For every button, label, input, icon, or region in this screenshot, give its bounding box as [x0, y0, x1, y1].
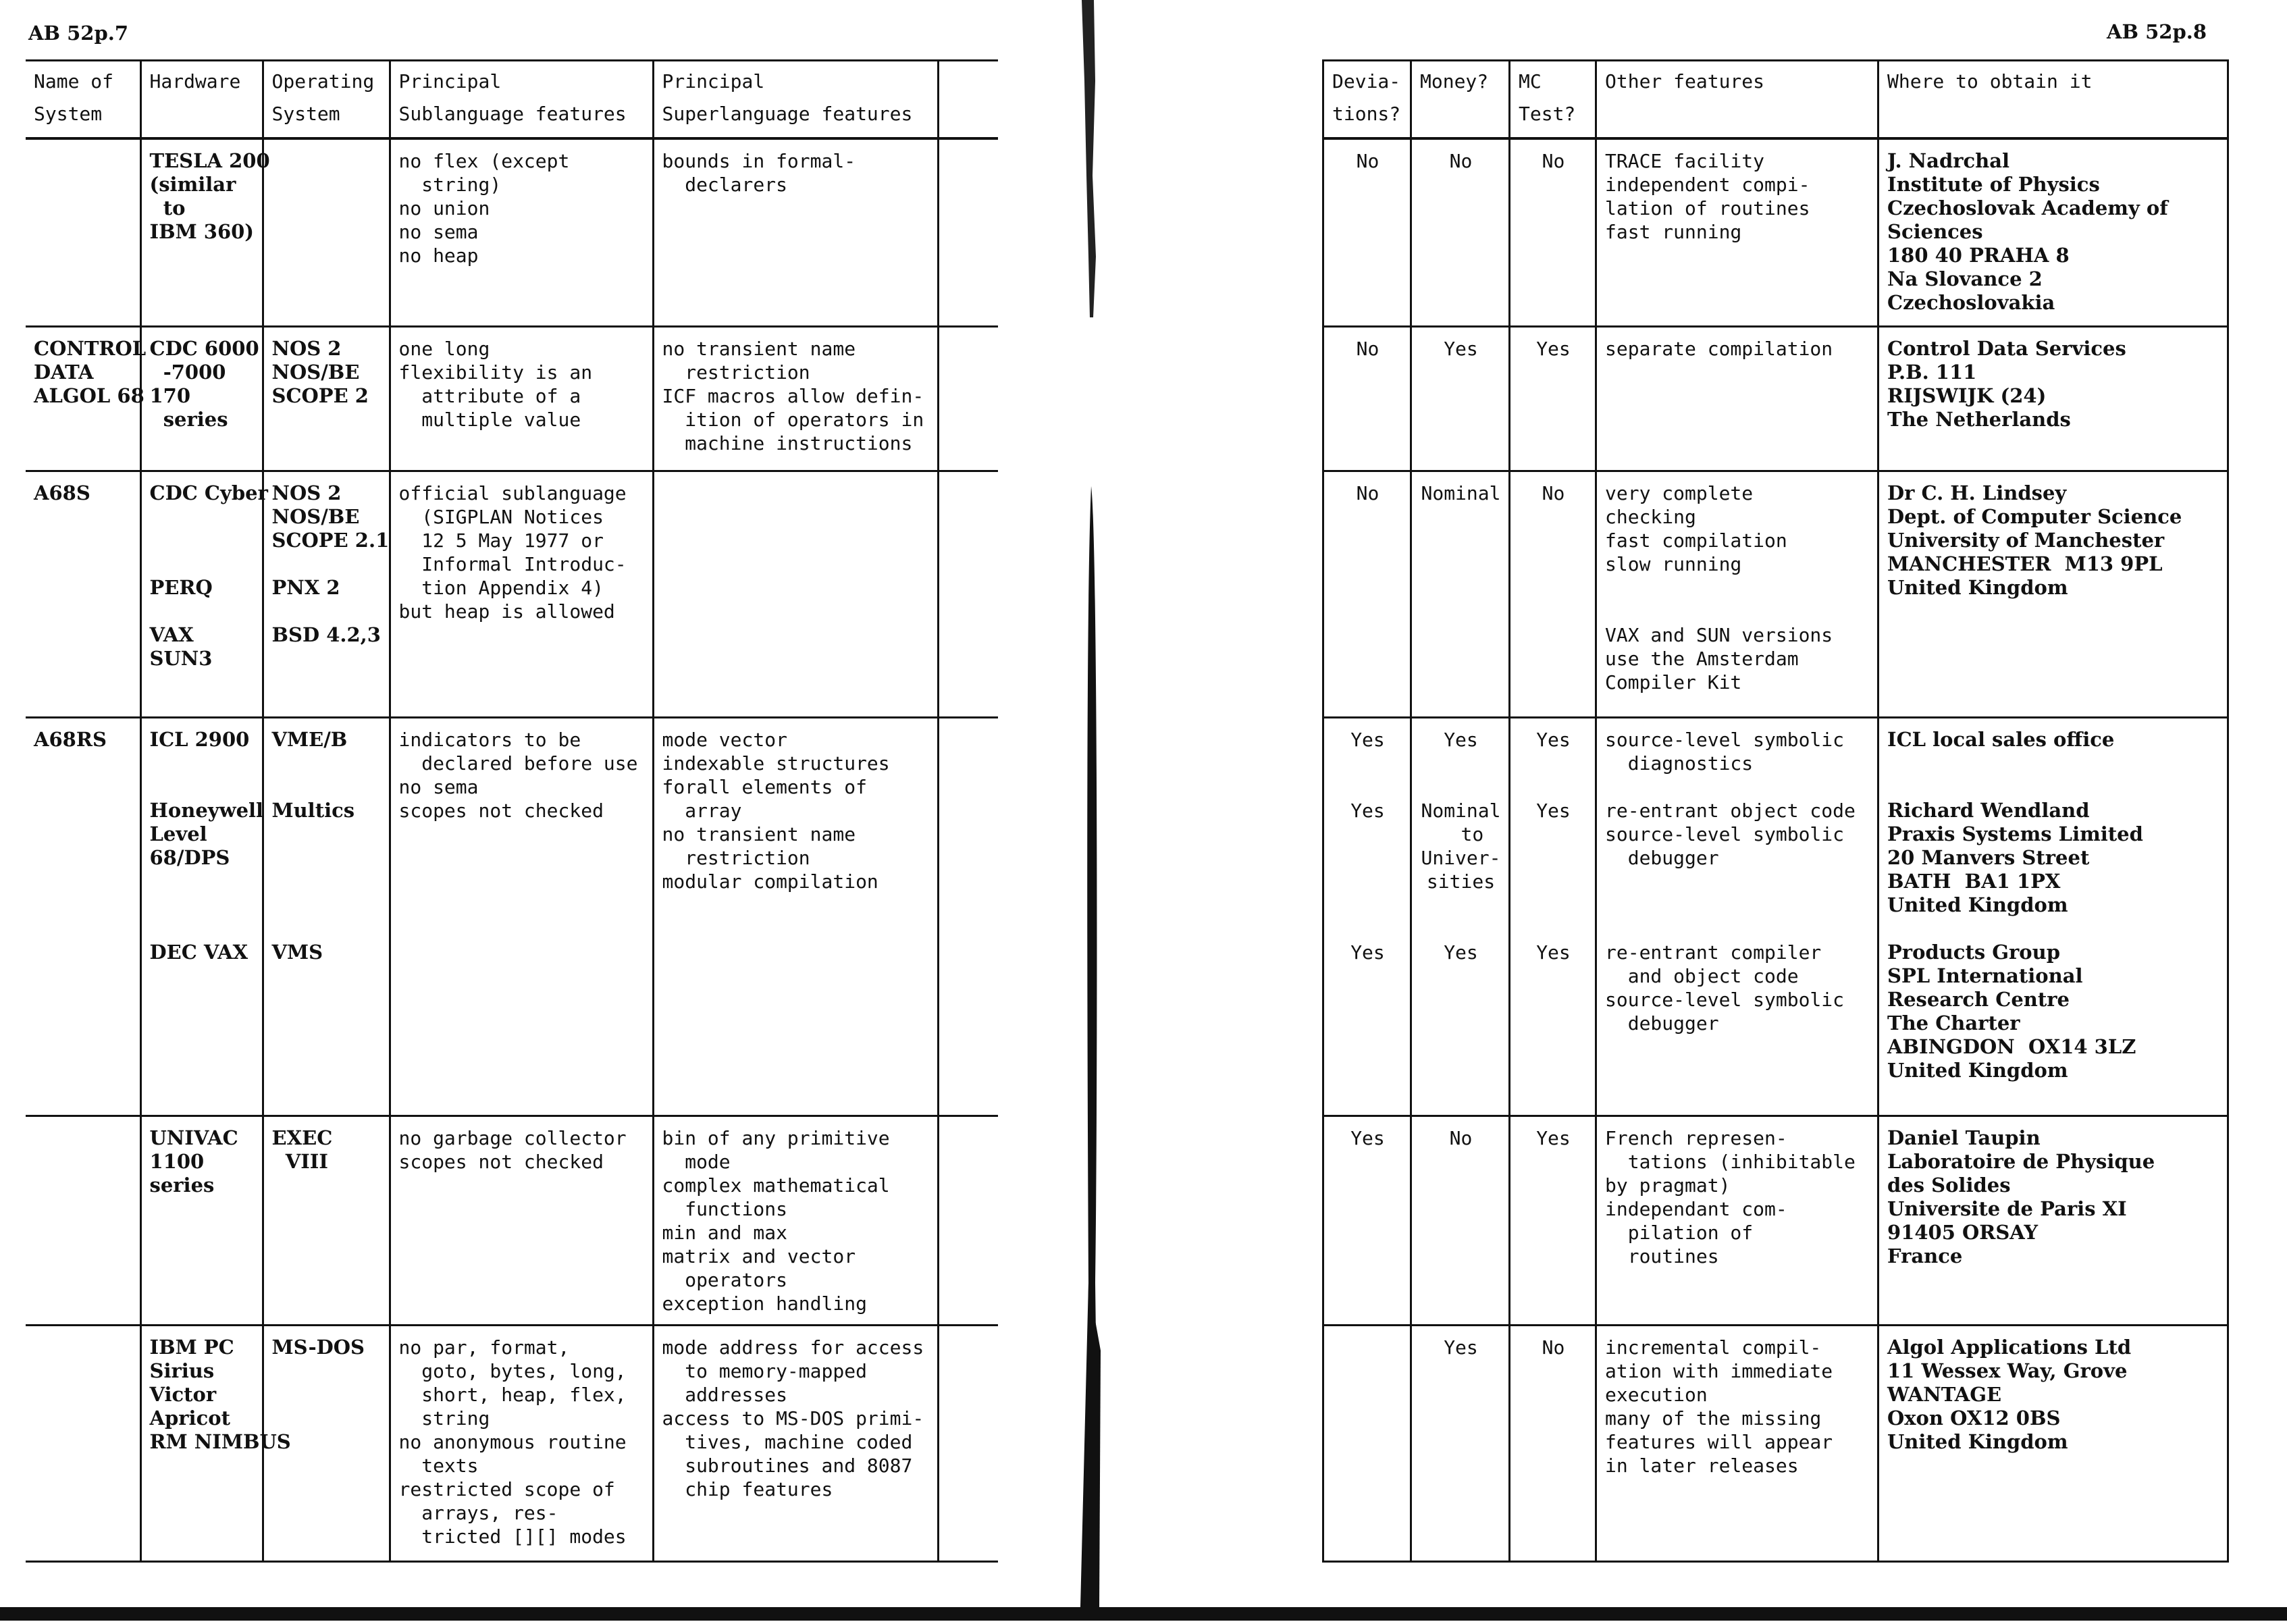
operating-system-cell: NOS 2 NOS/BE SCOPE 2 — [263, 326, 390, 471]
header-mc-test: MC Test? — [1510, 61, 1596, 139]
other-features-cell: French represen- tations (inhibitable by pragmat) independant com- pilation of routines — [1596, 1116, 1878, 1325]
spare-cell — [938, 326, 998, 471]
header-money: Money? — [1411, 61, 1510, 139]
left-systems-table — [26, 59, 998, 1563]
money-cell: No — [1411, 138, 1510, 326]
superlanguage-cell: bin of any primitive mode complex mathematical functions min and max matrix and vector operators exception handling — [653, 1116, 938, 1325]
spare-cell — [938, 1116, 998, 1325]
binding-gutter — [1075, 0, 1102, 1621]
sublanguage-cell: no par, format, goto, bytes, long, short, heap, flex, string no anonymous routine texts restricted scope of arrays, res- tricted [][] modes — [390, 1325, 653, 1561]
right-header-row — [1323, 61, 2228, 139]
money-cell: Yes Nominal to Univer- sities Yes — [1411, 717, 1510, 1116]
deviations-cell: No — [1323, 138, 1411, 326]
operating-system-cell — [263, 138, 390, 326]
where-to-obtain-cell: Control Data Services P.B. 111 RIJSWIJK (24) The Netherlands — [1878, 326, 2228, 471]
where-to-obtain-cell: Daniel Taupin Laboratoire de Physique des Solides Universite de Paris XI 91405 ORSAY France — [1878, 1116, 2228, 1325]
spine-shadow-graphic — [1075, 0, 1102, 1621]
deviations-cell: Yes Yes Yes — [1323, 717, 1411, 1116]
system-name-cell — [26, 1325, 140, 1561]
deviations-cell — [1323, 1325, 1411, 1561]
spare-cell — [938, 1325, 998, 1561]
other-features-cell: source-level symbolic diagnostics re-entrant object code source-level symbolic debugger re-entrant compiler and object code source-level symbolic debugger — [1596, 717, 1878, 1116]
operating-system-cell: MS-DOS — [263, 1325, 390, 1561]
deviations-cell: No — [1323, 471, 1411, 717]
spare-cell — [938, 471, 998, 717]
system-name-cell: A68RS — [26, 717, 140, 1116]
mc-test-cell: No — [1510, 138, 1596, 326]
table-row — [1323, 471, 2228, 717]
sublanguage-cell: official sublanguage (SIGPLAN Notices 12 5 May 1977 or Informal Introduc- tion Appendix 4) but heap is allowed — [390, 471, 653, 717]
table-row — [26, 717, 998, 1116]
sublanguage-cell: no garbage collector scopes not checked — [390, 1116, 653, 1325]
where-to-obtain-cell: J. Nadrchal Institute of Physics Czechoslovak Academy of Sciences 180 40 PRAHA 8 Na Slovance 2 Czechoslovakia — [1878, 138, 2228, 326]
deviations-cell: No — [1323, 326, 1411, 471]
mc-test-cell: Yes Yes Yes — [1510, 717, 1596, 1116]
table-row — [1323, 138, 2228, 326]
where-to-obtain-cell: ICL local sales office Richard Wendland Praxis Systems Limited 20 Manvers Street BATH BA1 1PX United Kingdom Products Group SPL International Research Centre The Charter ABINGDON OX14 3LZ United Kingdom — [1878, 717, 2228, 1116]
header-name-of-system: Name of System — [26, 61, 140, 139]
hardware-cell: ICL 2900 Honeywell Level 68/DPS DEC VAX — [140, 717, 263, 1116]
operating-system-cell: VME/B Multics VMS — [263, 717, 390, 1116]
left-header-row — [26, 61, 998, 139]
hardware-cell: TESLA 200 (similar to IBM 360) — [140, 138, 263, 326]
system-name-cell — [26, 1116, 140, 1325]
header-spare-column — [938, 61, 998, 139]
table-row — [26, 1325, 998, 1561]
table-row — [1323, 1116, 2228, 1325]
header-sublanguage-features: Principal Sublanguage features — [390, 61, 653, 139]
hardware-cell: IBM PC Sirius Victor Apricot RM NIMBUS — [140, 1325, 263, 1561]
header-hardware: Hardware — [140, 61, 263, 139]
where-to-obtain-cell: Dr C. H. Lindsey Dept. of Computer Science University of Manchester MANCHESTER M13 9PL United Kingdom — [1878, 471, 2228, 717]
money-cell: Yes — [1411, 326, 1510, 471]
page-label-left: AB 52p.7 — [28, 22, 129, 45]
system-name-cell — [26, 138, 140, 326]
table-row — [26, 138, 998, 326]
header-where-to-obtain: Where to obtain it — [1878, 61, 2228, 139]
superlanguage-cell: no transient name restriction ICF macros allow defin- ition of operators in machine instructions — [653, 326, 938, 471]
table-row — [26, 326, 998, 471]
table-row — [1323, 326, 2228, 471]
other-features-cell: incremental compil- ation with immediate execution many of the missing features will appear in later releases — [1596, 1325, 1878, 1561]
header-other-features: Other features — [1596, 61, 1878, 139]
money-cell: No — [1411, 1116, 1510, 1325]
operating-system-cell: NOS 2 NOS/BE SCOPE 2.1 PNX 2 BSD 4.2,3 — [263, 471, 390, 717]
superlanguage-cell: mode address for access to memory-mapped addresses access to MS-DOS primi- tives, machine coded subroutines and 8087 chip features — [653, 1325, 938, 1561]
table-row — [26, 471, 998, 717]
mc-test-cell: No — [1510, 471, 1596, 717]
money-cell: Yes — [1411, 1325, 1510, 1561]
hardware-cell: CDC Cyber PERQ VAX SUN3 — [140, 471, 263, 717]
operating-system-cell: EXEC VIII — [263, 1116, 390, 1325]
header-operating-system: Operating System — [263, 61, 390, 139]
sublanguage-cell: one long flexibility is an attribute of a multiple value — [390, 326, 653, 471]
spare-cell — [938, 717, 998, 1116]
right-systems-table — [1322, 59, 2229, 1563]
sublanguage-cell: no flex (except string) no union no sema no heap — [390, 138, 653, 326]
money-cell: Nominal — [1411, 471, 1510, 717]
page-label-right: AB 52p.8 — [2107, 20, 2207, 43]
system-name-cell: CONTROL DATA ALGOL 68 — [26, 326, 140, 471]
superlanguage-cell — [653, 471, 938, 717]
hardware-cell: CDC 6000 -7000 170 series — [140, 326, 263, 471]
superlanguage-cell: bounds in formal- declarers — [653, 138, 938, 326]
header-deviations: Devia- tions? — [1323, 61, 1411, 139]
other-features-cell: separate compilation — [1596, 326, 1878, 471]
mc-test-cell: Yes — [1510, 326, 1596, 471]
where-to-obtain-cell: Algol Applications Ltd 11 Wessex Way, Grove WANTAGE Oxon OX12 0BS United Kingdom — [1878, 1325, 2228, 1561]
deviations-cell: Yes — [1323, 1116, 1411, 1325]
mc-test-cell: No — [1510, 1325, 1596, 1561]
table-row — [26, 1116, 998, 1325]
mc-test-cell: Yes — [1510, 1116, 1596, 1325]
table-row — [1323, 717, 2228, 1116]
other-features-cell: very complete checking fast compilation slow running VAX and SUN versions use the Amsterdam Compiler Kit — [1596, 471, 1878, 717]
sublanguage-cell: indicators to be declared before use no sema scopes not checked — [390, 717, 653, 1116]
system-name-cell: A68S — [26, 471, 140, 717]
hardware-cell: UNIVAC 1100 series — [140, 1116, 263, 1325]
scan-bottom-edge — [0, 1607, 2287, 1621]
table-row — [1323, 1325, 2228, 1561]
header-superlanguage-features: Principal Superlanguage features — [653, 61, 938, 139]
spare-cell — [938, 138, 998, 326]
superlanguage-cell: mode vector indexable structures forall elements of array no transient name restriction modular compilation — [653, 717, 938, 1116]
other-features-cell: TRACE facility independent compi- lation of routines fast running — [1596, 138, 1878, 326]
